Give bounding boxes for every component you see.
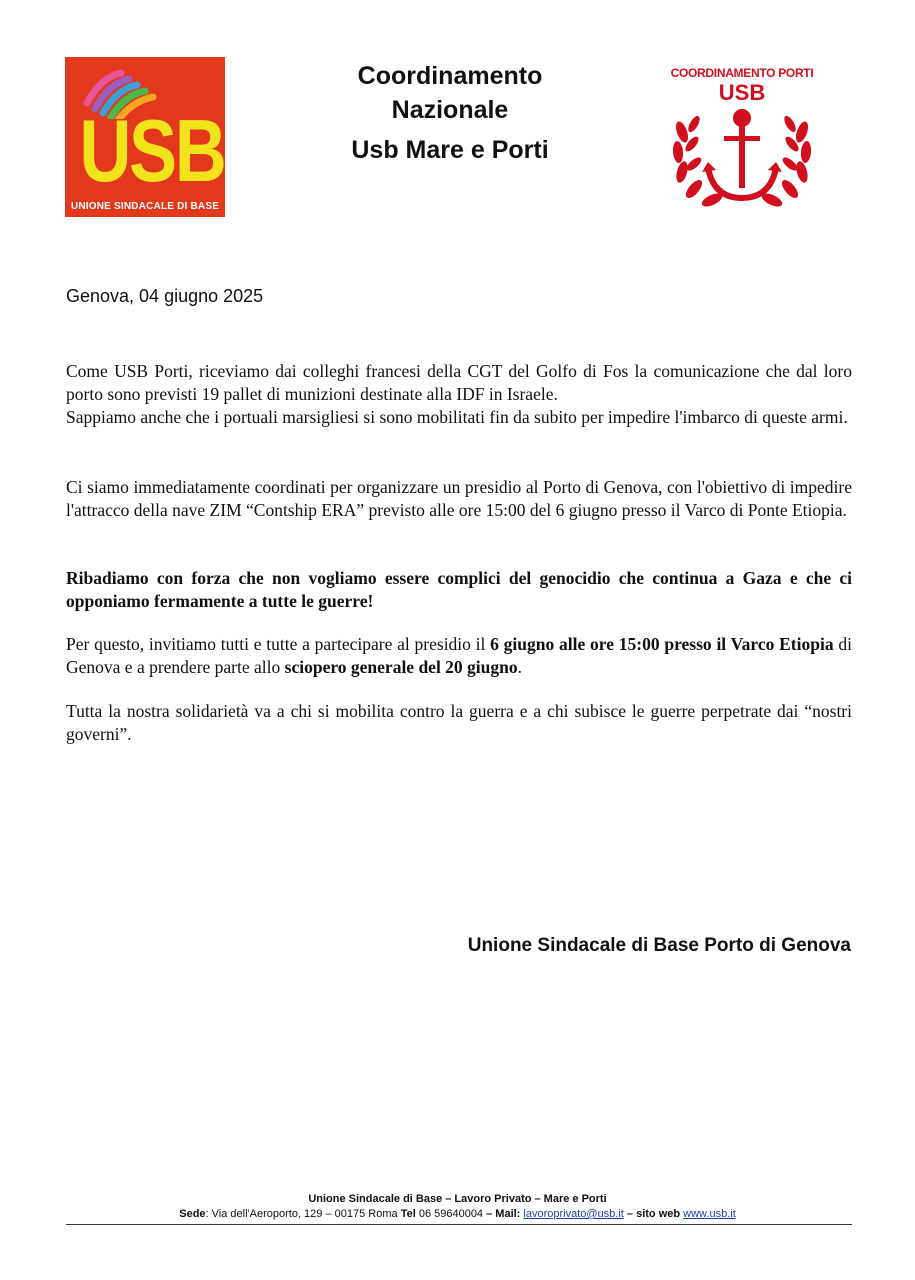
footer-divider (66, 1224, 852, 1225)
paragraph-4-text (66, 633, 852, 679)
footer-tel-label: Tel (400, 1208, 416, 1220)
paragraph-4-part-2: di Genova e a prendere parte allo (66, 634, 852, 677)
paragraph-5-text: Tutta la nostra solidarietà va a chi si mobilita contro la guerra e a chi subisce le guerre perpetrate dai “nostri governi”. (66, 701, 852, 744)
title-line-1: Coordinamento (357, 62, 543, 90)
footer-web-label: – sito web (626, 1208, 681, 1220)
footer-web-link[interactable]: www.usb.it (683, 1208, 736, 1220)
usb-logo-subtitle: UNIONE SINDACALE DI BASE (70, 201, 220, 212)
paragraph-2 (66, 476, 852, 522)
footer-mail-link[interactable]: lavoroprivato@usb.it (523, 1208, 624, 1220)
footer-sede-label: Sede (179, 1208, 206, 1220)
paragraph-1b-text: Sappiamo anche che i portuali marsigliesi si sono mobilitati fin da subito per impedire l'imbarco di queste armi. (66, 407, 848, 427)
document-date: Genova, 04 giugno 2025 (66, 286, 264, 306)
usb-logo-text: USB (79, 101, 225, 200)
title-line-2: Nazionale (391, 96, 509, 124)
footer-title: Unione Sindacale di Base – Lavoro Privato – Mare e Porti (308, 1193, 607, 1205)
paragraph-1-text: Come USB Porti, riceviamo dai colleghi francesi della CGT del Golfo di Fos la comunicazione che dal loro porto sono previsti 19 pallet di munizioni destinate alla IDF in Israele. (66, 361, 852, 404)
porti-logo-usb-text: USB (718, 80, 766, 105)
paragraph-4-part-3: . (517, 657, 523, 677)
anchor-laurel-icon (668, 102, 816, 212)
footer-contact (0, 1208, 915, 1220)
signature: Unione Sindacale di Base Porto di Genova (467, 935, 851, 956)
paragraph-5 (66, 700, 852, 746)
paragraph-1 (66, 360, 852, 429)
footer-tel: 06 59640004 (415, 1208, 484, 1220)
footer-mail-label: – Mail: (483, 1208, 521, 1220)
paragraph-4 (66, 633, 852, 679)
paragraph-4-bold-1: 6 giugno alle ore 15:00 presso il Varco Etiopia (490, 634, 834, 654)
paragraph-3-text: Ribadiamo con forza che non vogliamo essere complici del genocidio che continua a Gaza e che ci opponiamo fermamente a tutte le guerre! (66, 568, 852, 611)
paragraph-3 (66, 567, 852, 613)
porti-logo-top-text: COORDINAMENTO PORTI (670, 66, 814, 80)
paragraph-2-text: Ci siamo immediatamente coordinati per organizzare un presidio al Porto di Genova, con l'obiettivo di impedire l'attracco della nave ZIM “Contship ERA” previsto alle ore 15:00 del 6 giugno presso il Varco di Ponte Etiopia. (66, 477, 852, 520)
paragraph-4-part-1: Per questo, invitiamo tutti e tutte a partecipare al presidio il (66, 634, 491, 654)
usb-logo (65, 57, 225, 217)
coordinamento-porti-logo (668, 66, 816, 212)
paragraph-4-bold-2: sciopero generale del 20 giugno (284, 657, 518, 677)
title-line-3: Usb Mare e Porti (351, 136, 549, 164)
footer-address: : Via dell'Aeroporto, 129 – 00175 Roma (205, 1208, 401, 1220)
